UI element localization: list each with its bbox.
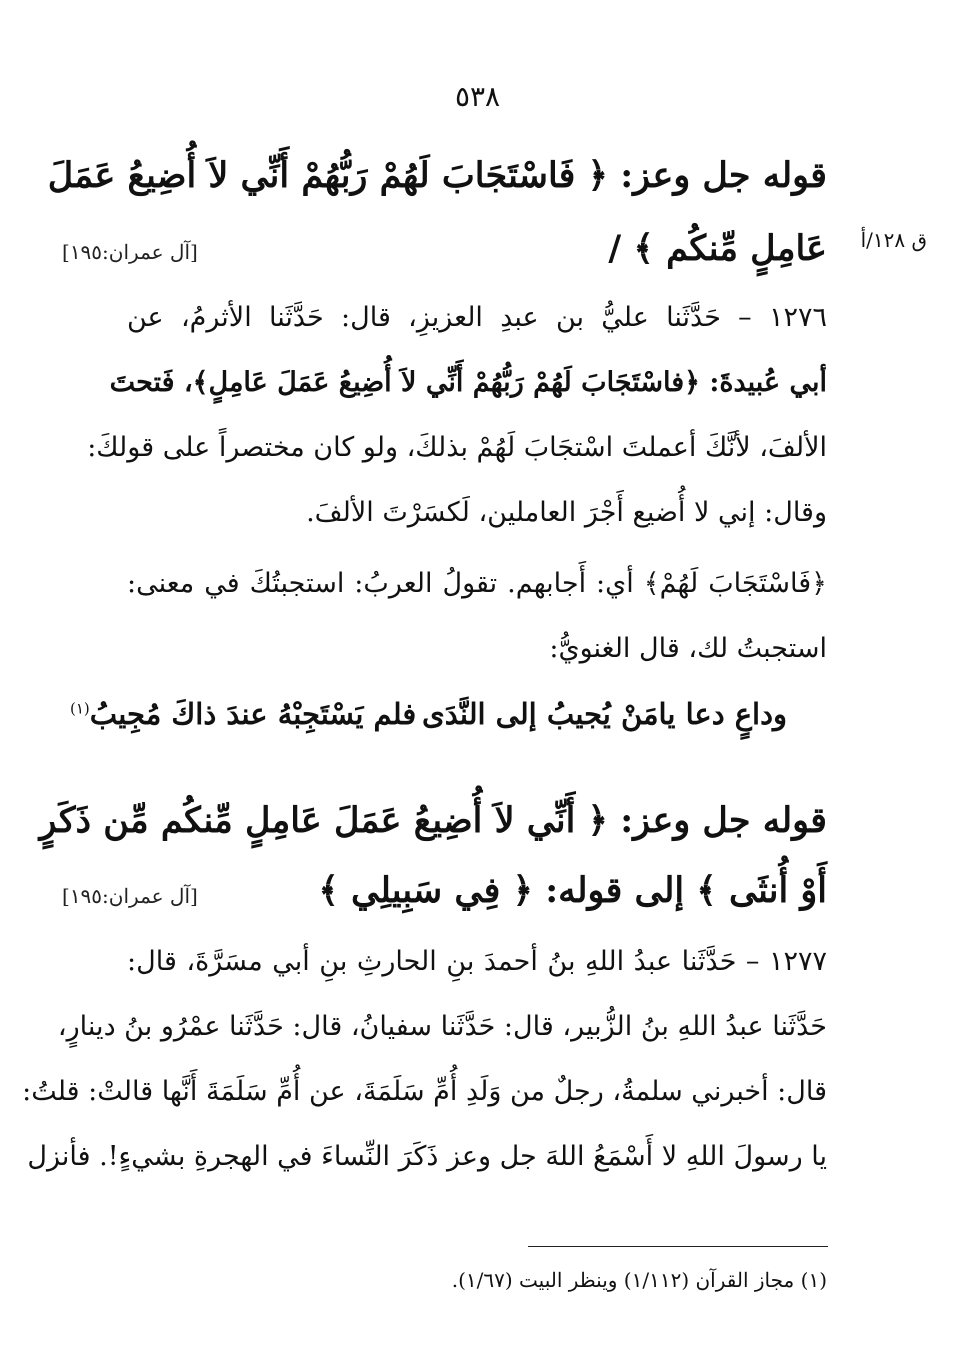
quran-reference-1: [آل عمران:١٩٥] (62, 240, 198, 264)
poetry-first-hemistich: وداعٍ دعا يامَنْ يُجيبُ إلى النَّدَى (422, 697, 787, 731)
paragraph-3-line-2: حَدَّثَنا عبدُ اللهِ بنُ الزُّبير، قال: حَدَّثَنا سفيانُ، قال: حَدَّثَنا عمْرُو بنُ دينارٍ، (57, 1011, 827, 1042)
quran-reference-2: [آل عمران:١٩٥] (62, 884, 198, 908)
poetry-second-hemistich (70, 697, 416, 731)
paragraph-2-line-1: ﴿فَاسْتَجَابَ لَهُمْ﴾ أي: أَجابهم. تقولُ العربُ: استجبتُكَ في معنى: (127, 568, 827, 599)
poetry-second-hemistich-text: فلم يَسْتَجِبْهُ عندَ ذاكَ مُجِيبُ (89, 697, 417, 731)
page-number: ٥٣٨ (454, 80, 501, 113)
footnote: (١) مجاز القرآن (١/١١٢) وينظر البيت (١/٦٧). (451, 1268, 827, 1292)
paragraph-3-line-3: قال: أخبرني سلمةُ، رجلٌ من وَلَدِ أُمِّ سَلَمَةَ، عن أُمِّ سَلَمَةَ أَنَّها قالتْ: قلتُ: (22, 1076, 827, 1107)
heading-verse-2-line-1: قوله جل وعز: ﴿ أَنِّي لاَ أُضِيعُ عَمَلَ عَامِلٍ مِّنكُم مِّن ذَكَرٍ (39, 800, 827, 841)
manuscript-folio-note: ق ١٢٨/أ (860, 228, 927, 252)
paragraph-1-line-1: ١٢٧٦ – حَدَّثَنا عليُّ بن عبدِ العزيزِ، قال: حَدَّثَنا الأثرمُ، عن (127, 302, 827, 333)
paragraph-2-line-2: استجبتُ لك، قال الغنويُّ: (549, 633, 827, 664)
paragraph-1-line-2: أبي عُبيدةَ: ﴿فاسْتَجَابَ لَهُمْ رَبُّهُمْ أَنِّي لاَ أُضِيعُ عَمَلَ عَامِلٍ﴾، فَتحتَ (109, 367, 827, 398)
heading-verse-2-line-2: أَوْ أُنثَى ﴾ إلى قوله: ﴿ فِي سَبِيلِي ﴾ (318, 870, 827, 911)
paragraph-1-line-3: الألفَ، لأنَّكَ أعملتَ اسْتجَابَ لَهُمْ بذلكَ، ولو كان مختصراً على قولكَ: (87, 432, 827, 463)
paragraph-3-line-4: يا رسولَ اللهِ لا أَسْمَعُ اللهَ جل وعز ذَكَرَ النِّساءَ في الهجرةِ بشيءٍ!. فأنزل (27, 1141, 827, 1172)
heading-verse-1-line-2: عَامِلٍ مِّنكُم ﴾ / (608, 228, 827, 269)
paragraph-1-line-4: وقال: إني لا أُضيع أَجْرَ العاملين، لَكسَرْتَ الألفَ. (306, 497, 827, 528)
heading-verse-1-line-1: قوله جل وعز: ﴿ فَاسْتَجَابَ لَهُمْ رَبُّهُمْ أَنِّي لاَ أُضِيعُ عَمَلَ (47, 155, 827, 196)
footnote-marker: (١) (70, 699, 90, 718)
footnote-divider (528, 1246, 828, 1247)
paragraph-3-line-1: ١٢٧٧ – حَدَّثَنا عبدُ اللهِ بنُ أحمدَ بنِ الحارثِ بنِ أبي مسَرَّةَ، قال: (127, 946, 827, 977)
